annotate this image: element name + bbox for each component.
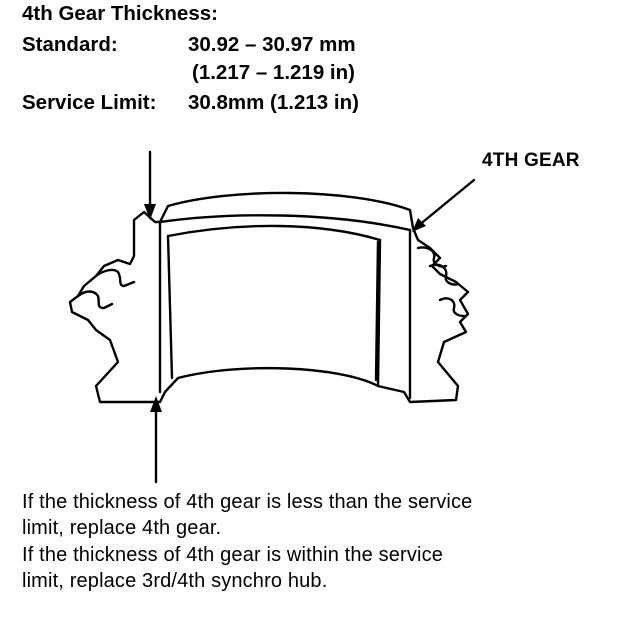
measurement-arrowhead-top — [144, 204, 156, 220]
gear-inner-top-edge — [168, 226, 380, 240]
gear-bore-left-edge — [168, 236, 172, 378]
gear-top-rim — [160, 215, 410, 230]
gear-tooth-left-upper — [96, 270, 134, 286]
standard-value-mm: 30.92 – 30.97 mm — [188, 33, 356, 56]
spec-title: 4th Gear Thickness: — [22, 2, 218, 25]
gear-tooth-left-lower — [78, 292, 112, 309]
standard-value-in: (1.217 – 1.219 in) — [192, 61, 355, 84]
part-label-4th-gear: 4TH GEAR — [482, 150, 580, 171]
gear-tooth-right-upper — [418, 247, 446, 266]
service-limit-label: Service Limit: — [22, 91, 157, 114]
gear-label-leader-line — [418, 180, 474, 226]
gear-body-outline — [70, 193, 468, 402]
service-limit-value: 30.8mm (1.213 in) — [188, 91, 359, 114]
note-within-limit-line2: limit, replace 3rd/4th synchro hub. — [22, 570, 328, 592]
measurement-arrowhead-bottom — [150, 396, 162, 412]
note-less-than-limit-line2: limit, replace 4th gear. — [22, 517, 222, 539]
note-less-than-limit-line1: If the thickness of 4th gear is less than the service — [22, 491, 473, 513]
note-within-limit-line1: If the thickness of 4th gear is within the service — [22, 544, 444, 566]
standard-label: Standard: — [22, 33, 118, 56]
